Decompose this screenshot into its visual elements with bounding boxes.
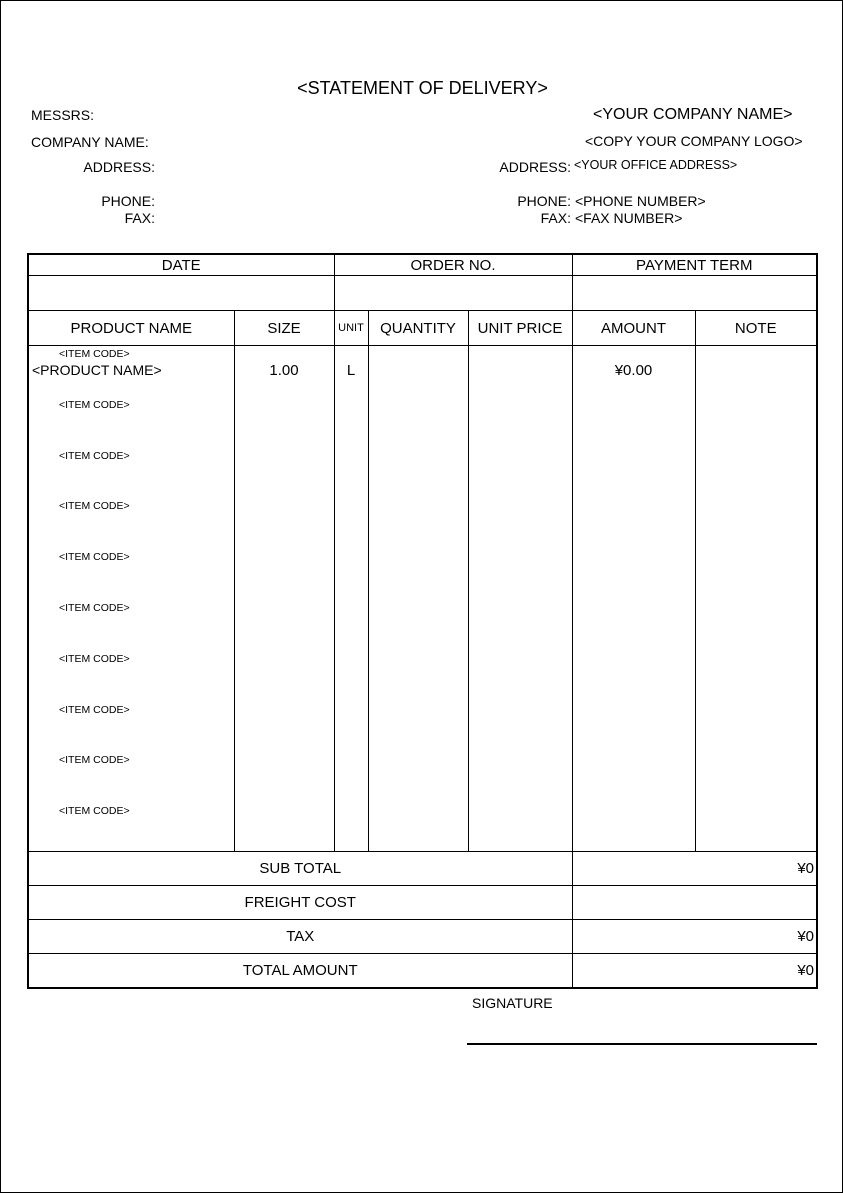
document-title: <STATEMENT OF DELIVERY> <box>297 78 548 98</box>
item-code: <ITEM CODE> <box>59 551 130 563</box>
customer-company-name-label: COMPANY NAME: <box>31 134 149 150</box>
tax-label: TAX <box>28 920 572 954</box>
item-code: <ITEM CODE> <box>59 348 130 360</box>
signature-label: SIGNATURE <box>472 995 553 1011</box>
unit-column[interactable] <box>334 346 368 852</box>
header-value-row <box>28 276 817 311</box>
total-amount-value: ¥0 <box>572 954 817 989</box>
issuer-phone-label: PHONE: <box>517 193 571 209</box>
item-code: <ITEM CODE> <box>59 399 130 411</box>
item-code: <ITEM CODE> <box>59 805 130 817</box>
total-amount-row <box>28 954 817 989</box>
size-value: 1.00 <box>269 362 299 379</box>
date-field[interactable] <box>28 276 334 311</box>
subtotal-row <box>28 852 817 886</box>
size-column[interactable] <box>234 346 334 852</box>
tax-row <box>28 920 817 954</box>
item-code: <ITEM CODE> <box>59 500 130 512</box>
item-code: <ITEM CODE> <box>59 653 130 665</box>
customer-fax-label: FAX: <box>124 210 155 226</box>
messrs-label: MESSRS: <box>31 107 95 123</box>
order-no-header: ORDER NO. <box>334 254 572 276</box>
subtotal-label: SUB TOTAL <box>28 852 572 886</box>
freight-row <box>28 886 817 920</box>
date-header: DATE <box>28 254 334 276</box>
unit-price-column[interactable] <box>468 346 572 852</box>
issuer-fax-label: FAX: <box>540 210 571 226</box>
total-amount-label: TOTAL AMOUNT <box>28 954 572 989</box>
product-name-column-header: PRODUCT NAME <box>28 311 234 346</box>
amount-value: ¥0.00 <box>614 362 653 379</box>
issuer-phone-value: <PHONE NUMBER> <box>575 193 706 209</box>
amount-column-header: AMOUNT <box>572 311 695 346</box>
note-column[interactable] <box>695 346 817 852</box>
delivery-table <box>27 253 818 989</box>
quantity-column[interactable] <box>368 346 468 852</box>
company-logo-placeholder: <COPY YOUR COMPANY LOGO> <box>585 133 803 149</box>
freight-cost-value[interactable] <box>572 886 817 920</box>
issuer-address-label: ADDRESS: <box>499 159 571 175</box>
issuer-company-name: <YOUR COMPANY NAME> <box>593 106 793 123</box>
order-no-field[interactable] <box>334 276 572 311</box>
quantity-column-header: QUANTITY <box>368 311 468 346</box>
item-code: <ITEM CODE> <box>59 450 130 462</box>
payment-term-field[interactable] <box>572 276 817 311</box>
product-name: <PRODUCT NAME> <box>32 362 162 378</box>
payment-term-header: PAYMENT TERM <box>572 254 817 276</box>
freight-cost-label: FREIGHT COST <box>28 886 572 920</box>
item-code: <ITEM CODE> <box>59 704 130 716</box>
item-code: <ITEM CODE> <box>59 754 130 766</box>
line-items-row <box>28 346 817 852</box>
header-label-row <box>28 254 817 276</box>
tax-value: ¥0 <box>572 920 817 954</box>
customer-phone-label: PHONE: <box>101 193 155 209</box>
signature-line[interactable] <box>467 1043 817 1045</box>
note-column-header: NOTE <box>695 311 817 346</box>
unit-price-column-header: UNIT PRICE <box>468 311 572 346</box>
size-column-header: SIZE <box>234 311 334 346</box>
product-name-column[interactable] <box>28 346 234 852</box>
issuer-fax-value: <FAX NUMBER> <box>575 210 683 226</box>
unit-value: L <box>346 362 356 379</box>
unit-column-header: UNIT <box>334 311 368 346</box>
item-code: <ITEM CODE> <box>59 602 130 614</box>
issuer-address-value: <YOUR OFFICE ADDRESS> <box>574 158 738 172</box>
subtotal-value: ¥0 <box>572 852 817 886</box>
amount-column[interactable] <box>572 346 695 852</box>
column-header-row <box>28 311 817 346</box>
customer-address-label: ADDRESS: <box>83 159 155 175</box>
